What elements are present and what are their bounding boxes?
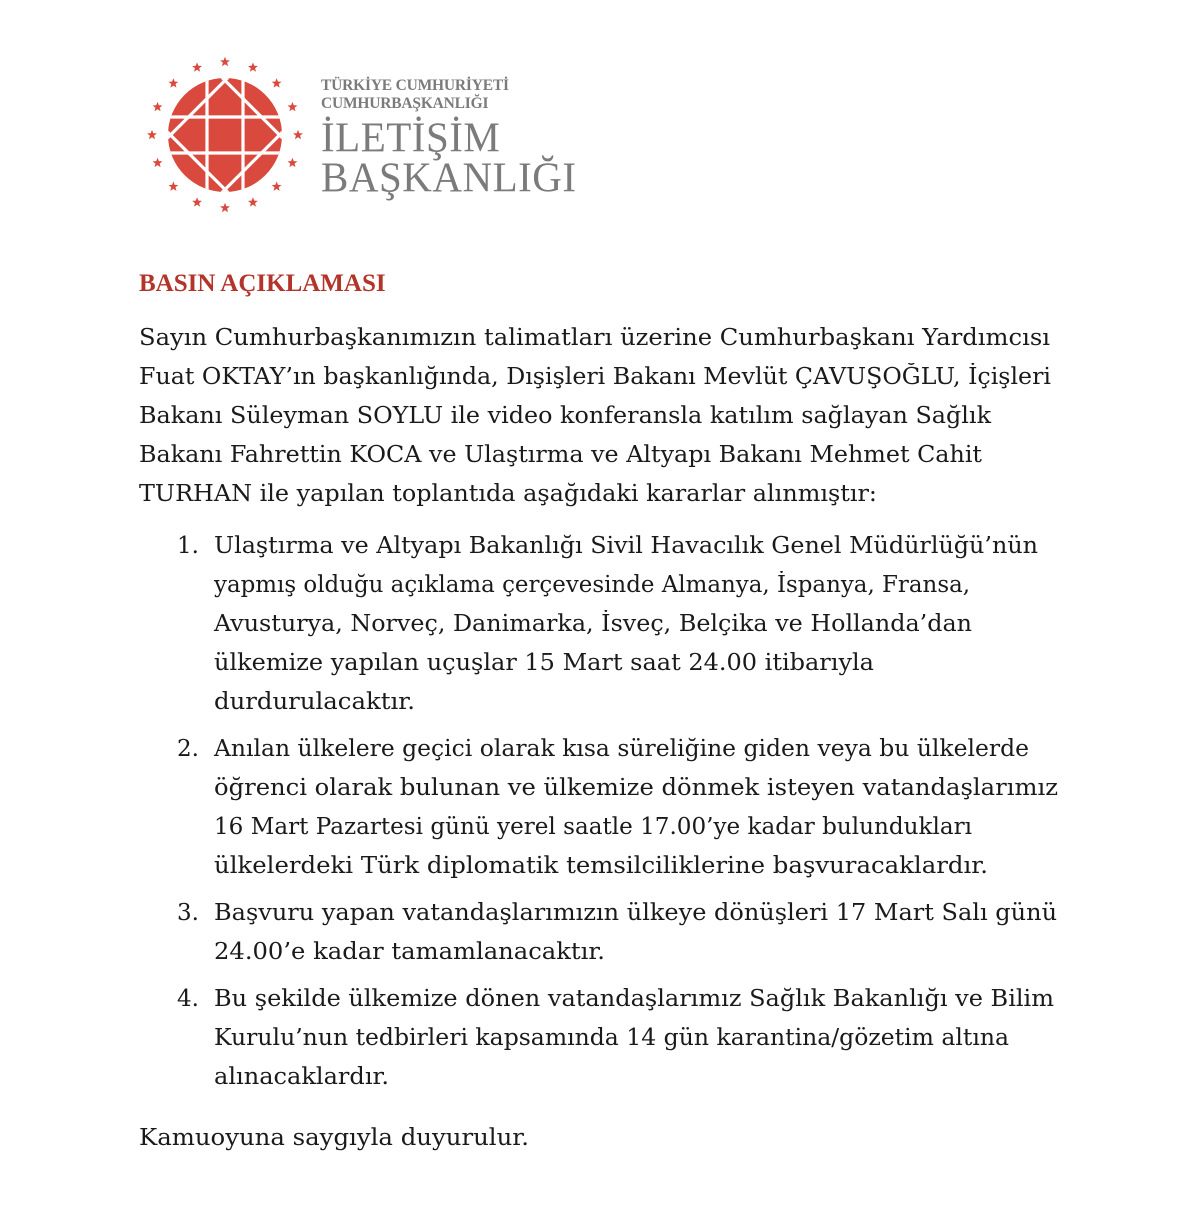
list-number: 3. [177, 900, 199, 926]
logo-line-1: TÜRKİYE CUMHURİYETİ [321, 77, 509, 94]
star-icon [288, 158, 298, 167]
star-icon [248, 197, 258, 206]
list-line: 16 Mart Pazartesi günü yerel saatle 17.00’ye kadar bulundukları [214, 814, 973, 840]
star-icon [153, 102, 163, 111]
logo-line-4: BAŞKANLIĞI [321, 153, 577, 201]
star-icon [272, 78, 282, 87]
list-line: yapmış olduğu açıklama çerçevesinde Almanya, İspanya, Fransa, [214, 572, 971, 598]
star-icon [168, 78, 178, 87]
star-icon [248, 62, 258, 71]
list-line: alınacaklardır. [214, 1064, 390, 1090]
list-line: ülkemize yapılan uçuşlar 15 Mart saat 24.00 itibarıyla [214, 650, 874, 676]
list-number: 1. [177, 533, 199, 559]
document-title: BASIN AÇIKLAMASI [139, 270, 386, 297]
star-icon [168, 181, 178, 190]
list-item [177, 730, 1067, 886]
logo-line-2: CUMHURBAŞKANLIĞI [321, 95, 489, 112]
list-line: Kurulu’nun tedbirleri kapsamında 14 gün karantina/gözetim altına [214, 1025, 1010, 1051]
intro-line: Sayın Cumhurbaşkanımızın talimatları üzerine Cumhurbaşkanı Yardımcısı [139, 325, 1051, 351]
emblem-icon [145, 55, 305, 215]
star-icon [147, 130, 157, 139]
list-item [177, 894, 1067, 972]
intro-line: Bakanı Fahrettin KOCA ve Ulaştırma ve Altyapı Bakanı Mehmet Cahit [139, 442, 983, 468]
list-number: 2. [177, 736, 199, 762]
intro-line: Bakanı Süleyman SOYLU ile video konferansla katılım sağlayan Sağlık [139, 403, 992, 429]
star-icon [293, 130, 303, 139]
list-line: ülkelerdeki Türk diplomatik temsilciliklerine başvuracaklardır. [214, 853, 988, 879]
star-icon [220, 57, 230, 66]
star-icon [220, 203, 230, 212]
list-line: Ulaştırma ve Altyapı Bakanlığı Sivil Havacılık Genel Müdürlüğü’nün [214, 533, 1039, 559]
decision-list [177, 527, 1067, 1105]
intro-paragraph [139, 319, 1052, 514]
list-line: Bu şekilde ülkemize dönen vatandaşlarımız Sağlık Bakanlığı ve Bilim [214, 986, 1055, 1012]
list-line: durdurulacaktır. [214, 689, 416, 715]
closing-statement [139, 1119, 530, 1158]
logo-wordmark [321, 77, 577, 201]
list-line: Başvuru yapan vatandaşlarımızın ülkeye dönüşleri 17 Mart Salı günü [214, 900, 1058, 926]
closing-line: Kamuoyuna saygıyla duyurulur. [139, 1125, 530, 1151]
list-line: 24.00’e kadar tamamlanacaktır. [214, 939, 606, 965]
list-item [177, 527, 1067, 722]
list-item [177, 980, 1067, 1097]
emblem-circle [168, 78, 282, 192]
institution-logo [145, 55, 575, 220]
star-icon [192, 197, 202, 206]
star-icon [153, 158, 163, 167]
logo-line-3: İLETİŞİM [321, 113, 501, 161]
list-line: öğrenci olarak bulunan ve ülkemize dönmek isteyen vatandaşlarımız [214, 775, 1058, 801]
star-icon [288, 102, 298, 111]
star-icon [192, 62, 202, 71]
intro-line: TURHAN ile yapılan toplantıda aşağıdaki kararlar alınmıştır: [139, 481, 877, 507]
intro-line: Fuat OKTAY’ın başkanlığında, Dışişleri Bakanı Mevlüt ÇAVUŞOĞLU, İçişleri [139, 364, 1052, 390]
star-icon [272, 181, 282, 190]
list-number: 4. [177, 986, 199, 1012]
list-line: Avusturya, Norveç, Danimarka, İsveç, Belçika ve Hollanda’dan [214, 611, 973, 637]
list-line: Anılan ülkelere geçici olarak kısa süreliğine giden veya bu ülkelerde [214, 736, 1029, 762]
